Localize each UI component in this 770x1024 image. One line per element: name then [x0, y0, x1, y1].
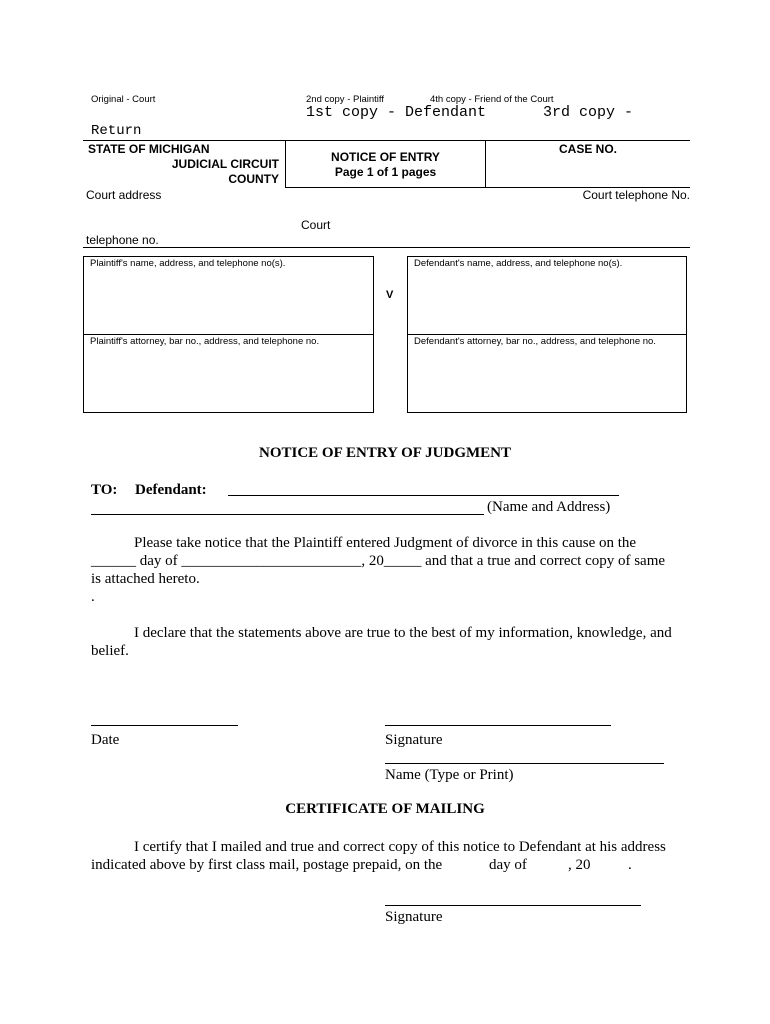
to-label: TO: [91, 482, 118, 498]
telephone-label: telephone no. [86, 233, 159, 247]
state-label: STATE OF MICHIGAN [88, 142, 210, 156]
date-line[interactable] [91, 725, 238, 726]
declaration-line1: I declare that the statements above are true to the best of my information, knowledge, and [134, 625, 672, 641]
certificate-signature-line[interactable] [385, 905, 641, 906]
plaintiff-attorney-label: Plaintiff's attorney, bar no., address, and telephone no. [90, 336, 320, 347]
certificate-period: . [628, 857, 632, 873]
copy-4th-label: 4th copy - Friend of the Court [430, 94, 554, 105]
signature-label: Signature [385, 732, 443, 748]
notice-paragraph-line2: ______ day of ________________________, 20_____ and that a true and correct copy of same [91, 553, 666, 569]
defendant-name-label: Defendant's name, address, and telephone no(s). [414, 258, 623, 269]
certificate-signature-label: Signature [385, 909, 443, 925]
defendant-attorney-label: Defendant's attorney, bar no., address, and telephone no. [414, 336, 656, 347]
circuit-label: JUDICIAL CIRCUIT [171, 157, 279, 171]
copy-1st-label: 1st copy - Defendant [306, 104, 487, 121]
defendant-address-line[interactable] [91, 514, 484, 515]
page-info: Page 1 of 1 pages [334, 165, 437, 179]
copy-2nd-label: 2nd copy - Plaintiff [306, 94, 384, 105]
certificate-line2a: indicated above by first class mail, postage prepaid, on the [91, 857, 443, 873]
case-no-label: CASE NO. [558, 142, 617, 156]
certificate-day-of: day of [489, 857, 527, 873]
notice-title: NOTICE OF ENTRY OF JUDGMENT [259, 445, 511, 461]
signature-line[interactable] [385, 725, 611, 726]
court-telephone-label: Court telephone No. [582, 188, 690, 202]
copy-original-label: Original - Court [91, 94, 156, 105]
notice-of-entry-label: NOTICE OF ENTRY [331, 150, 440, 164]
court-info-rule [83, 247, 690, 248]
name-print-label: Name (Type or Print) [385, 767, 514, 783]
declaration-line2: belief. [91, 643, 129, 659]
date-label: Date [91, 732, 120, 748]
defendant-label: Defendant: [135, 482, 207, 498]
notice-paragraph-line1: Please take notice that the Plaintiff entered Judgment of divorce in this cause on the [134, 535, 637, 551]
stray-period: . [91, 589, 95, 605]
name-address-label: (Name and Address) [487, 499, 611, 515]
name-print-line[interactable] [385, 763, 664, 764]
versus-label: V [386, 289, 394, 301]
court-address-label: Court address [86, 188, 162, 202]
county-label: COUNTY [228, 172, 279, 186]
certificate-line1: I certify that I mailed and true and correct copy of this notice to Defendant at his address [134, 839, 666, 855]
certificate-title: CERTIFICATE OF MAILING [285, 801, 485, 817]
header-top-rule [83, 140, 690, 141]
defendant-box-divider [407, 334, 687, 335]
copy-3rd-label: 3rd copy - [543, 104, 634, 121]
notice-paragraph-line3: is attached hereto. [91, 571, 200, 587]
defendant-name-line[interactable] [228, 495, 619, 496]
copy-return-label: Return [91, 123, 142, 139]
court-label: Court [301, 218, 331, 232]
plaintiff-box-divider [83, 334, 374, 335]
certificate-year: , 20 [568, 857, 591, 873]
plaintiff-name-label: Plaintiff's name, address, and telephone no(s). [90, 258, 286, 269]
